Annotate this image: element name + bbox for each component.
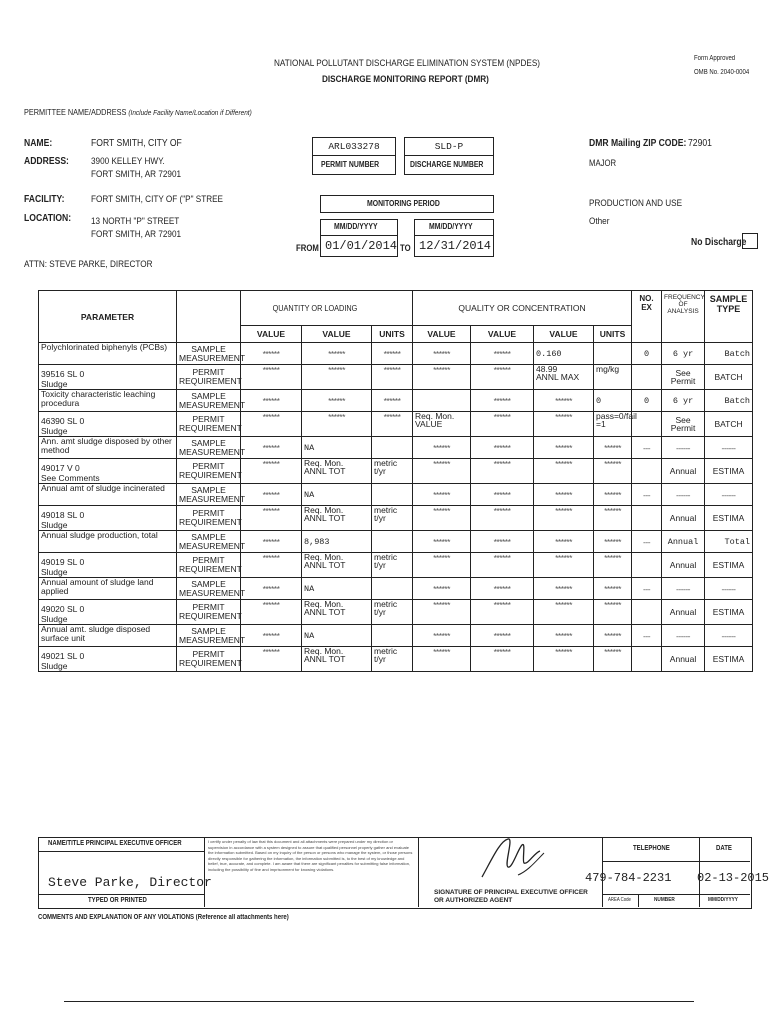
- parameter-desc: Sludge: [41, 520, 68, 530]
- sample-measurement-label: SAMPLE MEASUREMENT: [177, 390, 241, 412]
- measurement-cell: Annual: [662, 531, 705, 553]
- measurement-cell: ---: [632, 531, 662, 553]
- requirement-cell: ******: [534, 412, 594, 437]
- name-label: NAME:: [24, 138, 53, 149]
- measurement-cell: ******: [534, 531, 594, 553]
- permit-requirement-label: PERMIT REQUIREMENT: [177, 365, 241, 390]
- requirement-cell: Req. Mon. VALUE: [413, 412, 471, 437]
- parameter-desc: Sludge: [41, 379, 68, 389]
- requirement-cell: ******: [594, 647, 632, 672]
- measurement-cell: 8,983: [302, 531, 372, 553]
- measurement-cell: Total: [705, 531, 753, 553]
- table-row: [39, 484, 753, 506]
- address-line2: FORT SMITH, AR 72901: [91, 169, 182, 180]
- requirement-cell: ******: [241, 553, 302, 578]
- measurement-cell: ---: [632, 437, 662, 459]
- requirement-cell: metric t/yr: [372, 553, 413, 578]
- signature-label: SIGNATURE OF PRINCIPAL EXECUTIVE OFFICER OR AUTHORIZED AGENT: [434, 889, 588, 904]
- from-date-box: [320, 219, 398, 257]
- measurement-cell: ------: [705, 484, 753, 506]
- parameter-name: Annual amt. sludge disposed surface unit: [39, 625, 177, 647]
- table-row: [39, 343, 753, 365]
- requirement-cell: pass=0/fail =1: [594, 412, 632, 437]
- comments-label: COMMENTS AND EXPLANATION OF ANY VIOLATIONS (Reference all attachments here): [38, 914, 289, 921]
- permit-requirement-label: PERMIT REQUIREMENT: [177, 553, 241, 578]
- measurement-cell: ---: [632, 578, 662, 600]
- permit-requirement-label: PERMIT REQUIREMENT: [177, 459, 241, 484]
- attn-line: ATTN: STEVE PARKE, DIRECTOR: [24, 259, 153, 270]
- requirement-cell: ******: [594, 459, 632, 484]
- measurement-cell: [413, 390, 471, 412]
- requirement-cell: ESTIMA: [705, 553, 753, 578]
- measurement-cell: ******: [594, 578, 632, 600]
- measurement-cell: ------: [662, 578, 705, 600]
- requirement-cell: See Permit: [662, 412, 705, 437]
- measurement-cell: ******: [241, 484, 302, 506]
- parameter-code-text: 49017 V 0: [41, 463, 80, 473]
- units-header-2: UNITS: [594, 326, 632, 343]
- measurement-cell: 0.160: [534, 343, 594, 365]
- permit-number-box: [312, 137, 396, 175]
- zip-code: 72901: [688, 138, 712, 149]
- sample-measurement-label: SAMPLE MEASUREMENT: [177, 484, 241, 506]
- parameter-code-text: 49020 SL 0: [41, 604, 85, 614]
- measurement-cell: ******: [241, 390, 302, 412]
- officer-label: NAME/TITLE PRINCIPAL EXECUTIVE OFFICER: [48, 840, 182, 847]
- measurement-cell: ******: [372, 343, 413, 365]
- requirement-cell: ******: [241, 600, 302, 625]
- location-line2: FORT SMITH, AR 72901: [91, 229, 182, 240]
- requirement-cell: ******: [594, 553, 632, 578]
- requirement-cell: Req. Mon. ANNL TOT: [302, 600, 372, 625]
- table-row: [39, 625, 753, 647]
- area-code-label: AREA Code: [608, 897, 631, 903]
- form-title: NATIONAL POLLUTANT DISCHARGE ELIMINATION SYSTEM (NPDES): [274, 58, 541, 69]
- table-row: [39, 647, 753, 672]
- requirement-cell: ******: [471, 600, 534, 625]
- requirement-cell: [632, 600, 662, 625]
- table-row: [39, 390, 753, 412]
- location-label: LOCATION:: [24, 213, 72, 224]
- measurement-cell: ---: [632, 484, 662, 506]
- measurement-cell: ******: [241, 625, 302, 647]
- permit-number: ARL033278: [328, 141, 380, 152]
- to-date: 12/31/2014: [419, 239, 492, 253]
- signature-image: [478, 831, 548, 885]
- measurement-cell: ******: [413, 437, 471, 459]
- parameter-code: [39, 506, 177, 531]
- discharge-number: SLD-P: [434, 141, 464, 152]
- parameter-code-text: 49018 SL 0: [41, 510, 85, 520]
- parameter-code: [39, 647, 177, 672]
- parameter-name: Annual sludge production, total: [39, 531, 177, 553]
- units-header-1: UNITS: [372, 326, 413, 343]
- certification-text: I certify under penalty of law that this document and all attachments were prepared under my direction or supervision in accordance with a system designed to assure that qualified personnel properly gather and evaluate the information submitted. Based on my inquiry of the person or persons who manage the system, or those persons directly responsible for gathering the information, the information submitted is, to the best of my knowledge and belief, true, accurate, and complete. I am aware that there are significant penalties for submitting false information, including the possibility of fine and imprisonment for knowing violations.: [208, 839, 413, 872]
- parameter-code-text: 49019 SL 0: [41, 557, 85, 567]
- parameter-name: Annual amount of sludge land applied: [39, 578, 177, 600]
- measurement-cell: ******: [471, 437, 534, 459]
- measurement-cell: ------: [662, 625, 705, 647]
- quality-header: QUALITY OR CONCENTRATION: [413, 291, 632, 326]
- facility-label: FACILITY:: [24, 194, 65, 205]
- parameter-code: [39, 459, 177, 484]
- parameter-code: [39, 365, 177, 390]
- typed-label: TYPED OR PRINTED: [88, 897, 147, 904]
- discharge-number-box: [404, 137, 494, 175]
- requirement-cell: Req. Mon. ANNL TOT: [302, 553, 372, 578]
- zip-label: DMR Mailing ZIP CODE:: [589, 138, 687, 149]
- permit-requirement-label: PERMIT REQUIREMENT: [177, 506, 241, 531]
- table-row: [39, 600, 753, 625]
- parameter-name: Polychlorinated biphenyls (PCBs): [39, 343, 177, 365]
- signature-date: 02-13-2015: [697, 871, 770, 885]
- measurement-cell: ******: [471, 390, 534, 412]
- measurement-cell: ******: [594, 484, 632, 506]
- requirement-cell: metric t/yr: [372, 647, 413, 672]
- value-header-1: VALUE: [241, 326, 302, 343]
- table-row: [39, 365, 753, 390]
- telephone-label: TELEPHONE: [633, 845, 670, 852]
- permit-requirement-label: PERMIT REQUIREMENT: [177, 647, 241, 672]
- measurement-cell: ******: [534, 625, 594, 647]
- requirement-cell: [632, 506, 662, 531]
- major-label: MAJOR: [589, 158, 617, 168]
- number-label: NUMBER: [654, 897, 675, 903]
- dmr-table: [38, 290, 753, 672]
- measurement-cell: [372, 531, 413, 553]
- measurement-cell: ******: [302, 390, 372, 412]
- table-row: [39, 437, 753, 459]
- measurement-cell: ******: [594, 625, 632, 647]
- signature-area: [38, 837, 770, 907]
- from-date: 01/01/2014: [325, 239, 398, 253]
- parameter-code: [39, 600, 177, 625]
- table-row: [39, 506, 753, 531]
- table-row: [39, 531, 753, 553]
- requirement-cell: Req. Mon. ANNL TOT: [302, 459, 372, 484]
- requirement-cell: Req. Mon. ANNL TOT: [302, 506, 372, 531]
- discharge-number-label: DISCHARGE NUMBER: [410, 160, 484, 169]
- parameter-code-text: 49021 SL 0: [41, 651, 85, 661]
- parameter-header: PARAMETER: [39, 291, 177, 343]
- from-label: FROM: [296, 243, 319, 253]
- requirement-cell: ******: [413, 600, 471, 625]
- from-date-format: MM/DD/YYYY: [334, 222, 378, 231]
- parameter-name: Ann. amt sludge disposed by other method: [39, 437, 177, 459]
- measurement-cell: ******: [471, 343, 534, 365]
- requirement-cell: ******: [471, 647, 534, 672]
- sample-measurement-label: SAMPLE MEASUREMENT: [177, 343, 241, 365]
- value-header-5: VALUE: [534, 326, 594, 343]
- requirement-cell: BATCH: [705, 412, 753, 437]
- address-line1: 3900 KELLEY HWY.: [91, 156, 165, 167]
- measurement-cell: Batch: [705, 343, 753, 365]
- measurement-cell: [372, 578, 413, 600]
- measurement-cell: ******: [241, 437, 302, 459]
- parameter-desc: Sludge: [41, 567, 68, 577]
- requirement-cell: Annual: [662, 647, 705, 672]
- measurement-cell: NA: [302, 437, 372, 459]
- requirement-cell: mg/kg: [594, 365, 632, 390]
- requirement-cell: metric t/yr: [372, 459, 413, 484]
- measurement-cell: [372, 437, 413, 459]
- parameter-code: [39, 553, 177, 578]
- measurement-cell: ------: [705, 578, 753, 600]
- phone-number: 479-784-2231: [585, 871, 672, 885]
- measurement-cell: ------: [662, 484, 705, 506]
- noex-header: NO. EX: [632, 291, 662, 343]
- production-value: Other: [589, 216, 610, 227]
- requirement-cell: ******: [372, 365, 413, 390]
- requirement-cell: ******: [302, 412, 372, 437]
- table-row: [39, 578, 753, 600]
- measurement-cell: NA: [302, 625, 372, 647]
- measurement-cell: ******: [241, 531, 302, 553]
- measurement-cell: ******: [241, 343, 302, 365]
- requirement-cell: BATCH: [705, 365, 753, 390]
- measurement-cell: ******: [534, 578, 594, 600]
- measurement-cell: ******: [413, 343, 471, 365]
- requirement-cell: ******: [241, 459, 302, 484]
- requirement-cell: ******: [241, 365, 302, 390]
- requirement-cell: ******: [534, 647, 594, 672]
- measurement-cell: ******: [372, 390, 413, 412]
- facility-name: FORT SMITH, CITY OF ("P" STREE: [91, 194, 223, 205]
- measurement-cell: ******: [471, 531, 534, 553]
- requirement-cell: ******: [241, 647, 302, 672]
- requirement-cell: [632, 459, 662, 484]
- measurement-cell: ******: [471, 484, 534, 506]
- requirement-cell: ******: [241, 506, 302, 531]
- measurement-cell: ******: [594, 531, 632, 553]
- requirement-cell: ******: [534, 600, 594, 625]
- location-line1: 13 NORTH "P" STREET: [91, 216, 180, 227]
- blank-header: [177, 291, 241, 343]
- requirement-cell: ******: [534, 506, 594, 531]
- requirement-cell: [632, 553, 662, 578]
- measurement-cell: ******: [413, 484, 471, 506]
- to-date-format: MM/DD/YYYY: [429, 222, 473, 231]
- requirement-cell: ******: [413, 506, 471, 531]
- requirement-cell: Annual: [662, 553, 705, 578]
- parameter-desc: See Comments: [41, 473, 100, 483]
- form-approved: Form Approved: [694, 55, 736, 62]
- permittee-heading: PERMITTEE NAME/ADDRESS (Include Facility Name/Location if Different): [24, 107, 252, 117]
- parameter-desc: Sludge: [41, 614, 68, 624]
- form-subtitle: DISCHARGE MONITORING REPORT (DMR): [322, 74, 489, 85]
- requirement-cell: Annual: [662, 506, 705, 531]
- bottom-rule: [64, 1001, 694, 1002]
- sample-measurement-label: SAMPLE MEASUREMENT: [177, 437, 241, 459]
- requirement-cell: ******: [471, 412, 534, 437]
- requirement-cell: ******: [302, 365, 372, 390]
- measurement-cell: NA: [302, 578, 372, 600]
- production-label: PRODUCTION AND USE: [589, 198, 683, 209]
- measurement-cell: ******: [534, 484, 594, 506]
- to-label: TO: [400, 243, 411, 253]
- requirement-cell: metric t/yr: [372, 600, 413, 625]
- measurement-cell: ******: [413, 625, 471, 647]
- measurement-cell: ******: [534, 437, 594, 459]
- measurement-cell: ******: [241, 578, 302, 600]
- parameter-code: [39, 412, 177, 437]
- requirement-cell: ******: [471, 459, 534, 484]
- value-header-3: VALUE: [413, 326, 471, 343]
- measurement-cell: ------: [705, 437, 753, 459]
- measurement-cell: NA: [302, 484, 372, 506]
- permit-requirement-label: PERMIT REQUIREMENT: [177, 412, 241, 437]
- requirement-cell: ******: [413, 459, 471, 484]
- requirement-cell: ******: [471, 506, 534, 531]
- measurement-cell: [372, 625, 413, 647]
- requirement-cell: ******: [534, 459, 594, 484]
- requirement-cell: ESTIMA: [705, 459, 753, 484]
- no-discharge-checkbox[interactable]: [742, 233, 758, 249]
- measurement-cell: ---: [632, 625, 662, 647]
- requirement-cell: 48.99 ANNL MAX: [534, 365, 594, 390]
- sample-measurement-label: SAMPLE MEASUREMENT: [177, 531, 241, 553]
- table-row: [39, 412, 753, 437]
- requirement-cell: ******: [413, 553, 471, 578]
- requirement-cell: [632, 647, 662, 672]
- measurement-cell: ******: [534, 390, 594, 412]
- measurement-cell: 6 yr: [662, 390, 705, 412]
- measurement-cell: ******: [302, 343, 372, 365]
- measurement-cell: ------: [662, 437, 705, 459]
- measurement-cell: 6 yr: [662, 343, 705, 365]
- sample-measurement-label: SAMPLE MEASUREMENT: [177, 625, 241, 647]
- measurement-cell: ------: [705, 625, 753, 647]
- value-header-4: VALUE: [471, 326, 534, 343]
- measurement-cell: ******: [413, 531, 471, 553]
- requirement-cell: metric t/yr: [372, 506, 413, 531]
- no-discharge-label: No Discharge: [691, 237, 747, 248]
- table-row: [39, 553, 753, 578]
- to-date-box: [414, 219, 494, 257]
- date-format-label: MM/DD/YYYY: [708, 897, 738, 903]
- requirement-cell: ******: [241, 412, 302, 437]
- permittee-name: FORT SMITH, CITY OF: [91, 138, 182, 149]
- requirement-cell: Annual: [662, 600, 705, 625]
- measurement-cell: Batch: [705, 390, 753, 412]
- omb-number: OMB No. 2040-0004: [694, 69, 750, 76]
- table-row: [39, 459, 753, 484]
- parameter-name: Annual amt of sludge incinerated: [39, 484, 177, 506]
- sample-measurement-label: SAMPLE MEASUREMENT: [177, 578, 241, 600]
- monitoring-period-box: [320, 195, 494, 213]
- parameter-code-text: 39516 SL 0: [41, 369, 85, 379]
- parameter-desc: Sludge: [41, 426, 68, 436]
- requirement-cell: ******: [413, 365, 471, 390]
- sample-type-header: SAMPLE TYPE: [705, 291, 753, 343]
- parameter-name: Toxicity characteristic leaching procedura: [39, 390, 177, 412]
- measurement-cell: ******: [471, 578, 534, 600]
- monitoring-period-label: MONITORING PERIOD: [367, 199, 440, 208]
- requirement-cell: ******: [471, 365, 534, 390]
- requirement-cell: ******: [413, 647, 471, 672]
- measurement-cell: [594, 343, 632, 365]
- requirement-cell: ESTIMA: [705, 647, 753, 672]
- requirement-cell: See Permit: [662, 365, 705, 390]
- quantity-header: QUANTITY OR LOADING: [241, 291, 389, 326]
- requirement-cell: ESTIMA: [705, 600, 753, 625]
- requirement-cell: [632, 365, 662, 390]
- requirement-cell: ******: [594, 600, 632, 625]
- requirement-cell: ******: [534, 553, 594, 578]
- requirement-cell: ESTIMA: [705, 506, 753, 531]
- measurement-cell: 0: [632, 343, 662, 365]
- frequency-header: FREQUENCY OF ANALYSIS: [662, 291, 705, 343]
- requirement-cell: Annual: [662, 459, 705, 484]
- permit-requirement-label: PERMIT REQUIREMENT: [177, 600, 241, 625]
- requirement-cell: ******: [594, 506, 632, 531]
- measurement-cell: [372, 484, 413, 506]
- measurement-cell: 0: [632, 390, 662, 412]
- measurement-cell: ******: [594, 437, 632, 459]
- date-label: DATE: [716, 845, 732, 852]
- value-header-2: VALUE: [302, 326, 372, 343]
- measurement-cell: ******: [471, 625, 534, 647]
- address-label: ADDRESS:: [24, 156, 69, 167]
- permit-number-label: PERMIT NUMBER: [321, 160, 380, 169]
- parameter-desc: Sludge: [41, 661, 68, 671]
- requirement-cell: ******: [372, 412, 413, 437]
- measurement-cell: ******: [413, 578, 471, 600]
- requirement-cell: Req. Mon. ANNL TOT: [302, 647, 372, 672]
- parameter-code-text: 46390 SL 0: [41, 416, 85, 426]
- measurement-cell: 0: [594, 390, 632, 412]
- requirement-cell: ******: [471, 553, 534, 578]
- officer-name: Steve Parke, Director: [48, 875, 212, 890]
